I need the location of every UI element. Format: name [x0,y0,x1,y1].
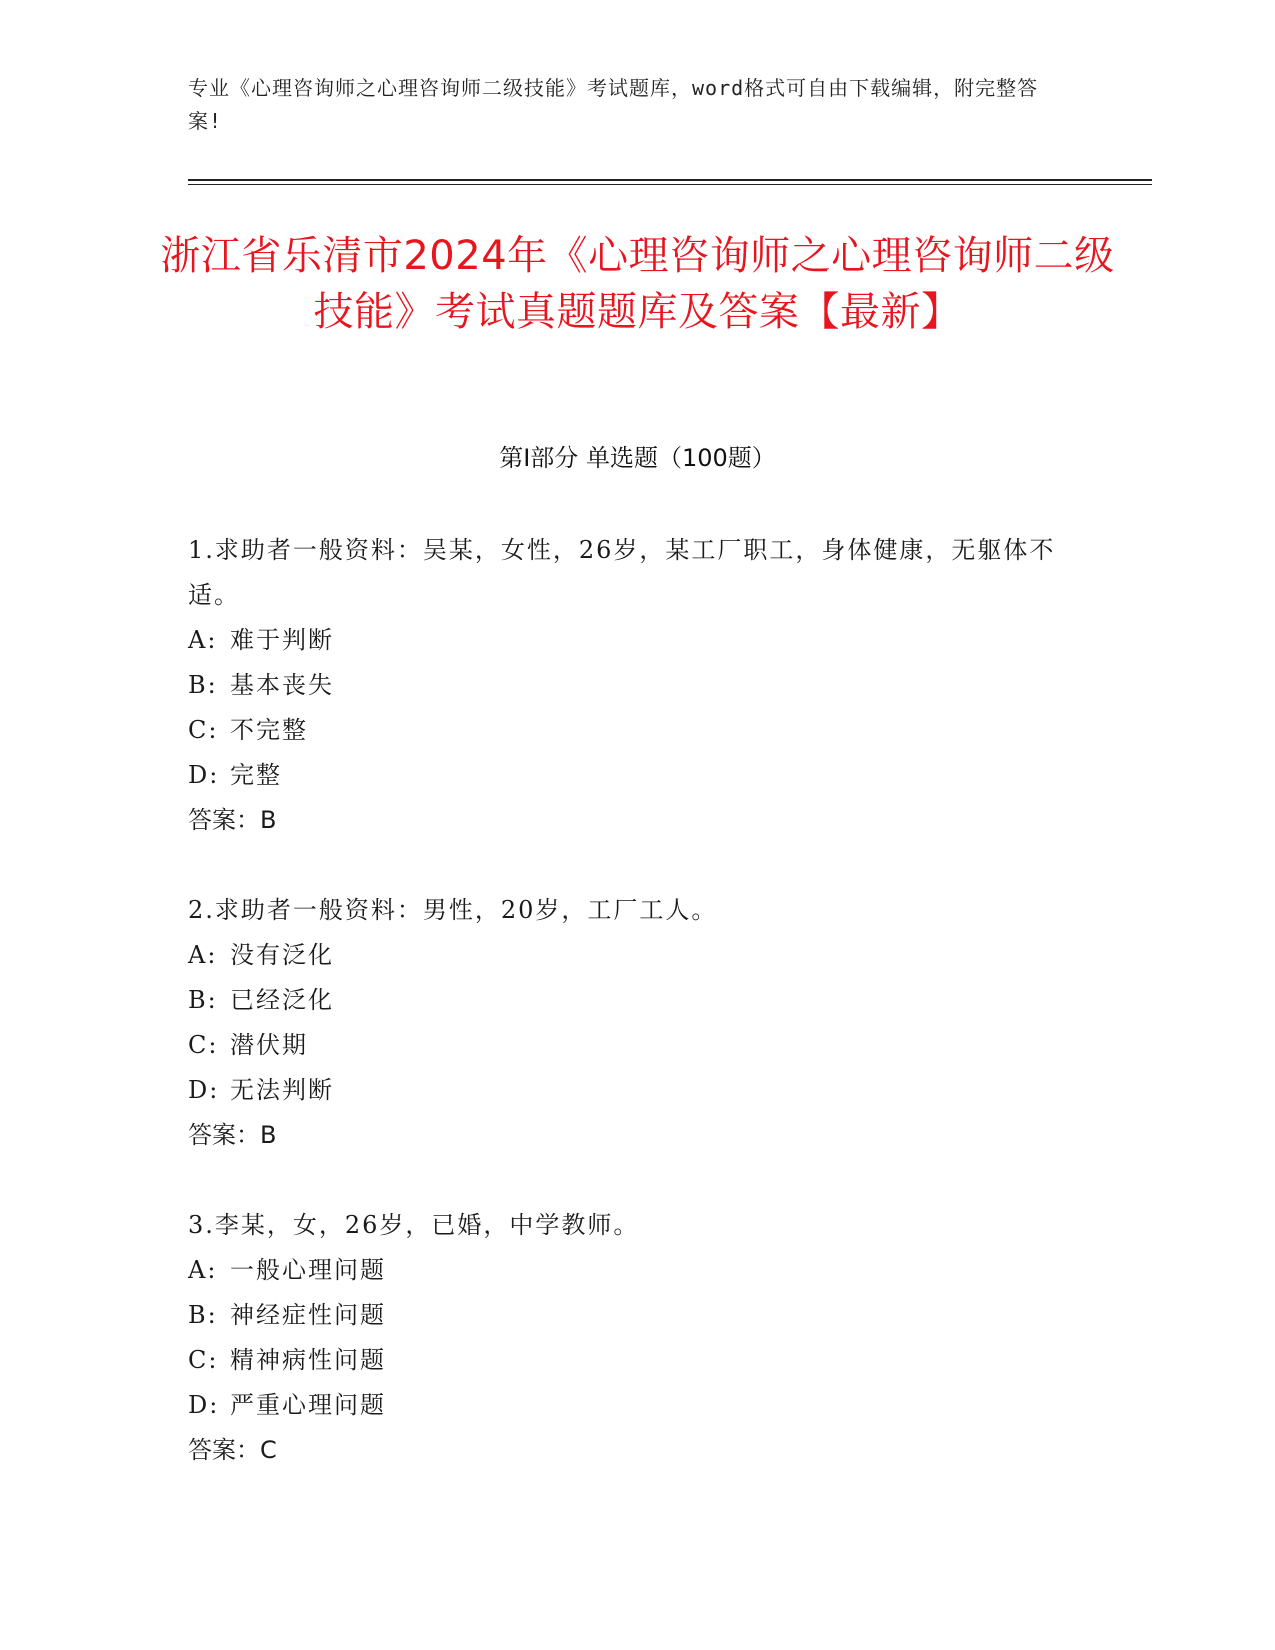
option-text: 精神病性问题 [230,1346,386,1374]
option-text: 潜伏期 [230,1031,308,1059]
option-c [188,1338,1068,1383]
option-label: C: [188,716,219,744]
question-stem: 1.求助者一般资料：吴某，女性，26岁，某工厂职工，身体健康，无躯体不适。 [188,536,1056,609]
option-text: 完整 [230,761,282,789]
option-d [188,753,1068,798]
answer-prefix: 答案： [188,806,260,834]
answer-prefix: 答案： [188,1436,260,1464]
option-text: 没有泛化 [230,941,334,969]
option-text: 一般心理问题 [230,1256,386,1284]
answer-value: B [260,1121,277,1149]
option-c [188,1023,1068,1068]
question-1 [188,528,1068,843]
question-3 [188,1203,1068,1473]
question-stem: 2.求助者一般资料：男性，20岁，工厂工人。 [188,896,718,924]
header-rule-thin [188,184,1152,185]
answer-prefix: 答案： [188,1121,260,1149]
question-spacer [188,843,1068,888]
option-label: C: [188,1346,219,1374]
option-label: A: [188,941,218,969]
question-list [188,528,1068,1473]
question-spacer [188,1158,1068,1203]
answer-value: C [260,1436,277,1464]
answer-line [188,1113,1068,1158]
answer-line [188,798,1068,843]
answer-value: B [260,806,277,834]
option-text: 严重心理问题 [230,1391,386,1419]
section-title: 第Ⅰ部分 单选题（100题） [499,444,776,472]
option-d [188,1068,1068,1113]
option-label: D: [188,1076,220,1104]
option-text: 已经泛化 [230,986,334,1014]
option-label: B: [188,671,218,699]
option-c [188,708,1068,753]
option-text: 不完整 [230,716,308,744]
option-b [188,663,1068,708]
option-d [188,1383,1068,1428]
option-label: D: [188,1391,220,1419]
question-stem: 3.李某，女，26岁，已婚，中学教师。 [188,1211,640,1239]
option-b [188,978,1068,1023]
option-text: 难于判断 [230,626,334,654]
option-a [188,933,1068,978]
header-rule-thick [188,179,1152,181]
option-b [188,1293,1068,1338]
option-text: 基本丧失 [230,671,334,699]
option-label: A: [188,626,218,654]
option-label: C: [188,1031,219,1059]
option-label: A: [188,1256,218,1284]
option-a [188,618,1068,663]
option-text: 无法判断 [230,1076,334,1104]
answer-line [188,1428,1068,1473]
option-label: B: [188,986,218,1014]
option-label: B: [188,1301,218,1329]
document-title: 浙江省乐清市2024年《心理咨询师之心理咨询师二级技能》考试真题题库及答案【最新】 [160,233,1115,335]
question-2 [188,888,1068,1158]
option-label: D: [188,761,220,789]
option-text: 神经症性问题 [230,1301,386,1329]
header-note: 专业《心理咨询师之心理咨询师二级技能》考试题库，word格式可自由下载编辑，附完整答案! [188,76,1039,133]
option-a [188,1248,1068,1293]
